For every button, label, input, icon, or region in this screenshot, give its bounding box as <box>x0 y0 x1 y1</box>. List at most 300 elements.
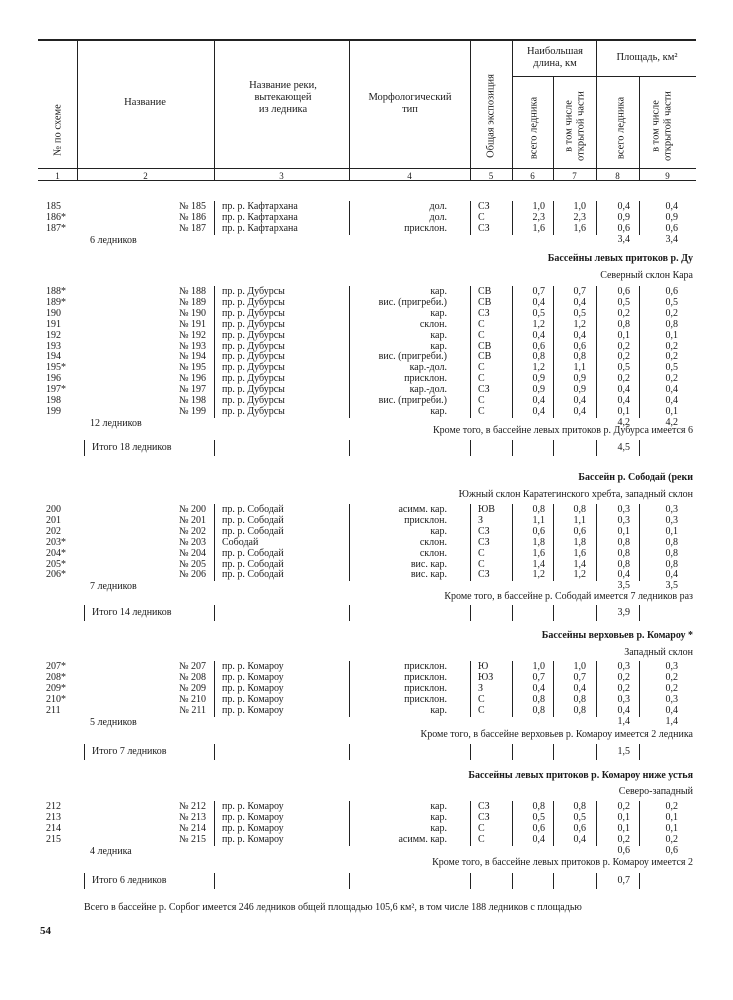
cell-col-2: № 188 <box>178 286 206 297</box>
header-divider <box>639 76 640 180</box>
cell-col-6: 0,5 <box>532 307 545 319</box>
header-morph-type: Морфологический тип <box>368 92 452 115</box>
cell-col-4: вис. (пригреби.) <box>378 351 447 363</box>
cell-col-4: кар. <box>430 704 447 716</box>
cell-col-6: 1,0 <box>532 661 545 672</box>
section-note: Кроме того, в бассейне левых притоков р. Дубурса имеется 6 <box>432 425 693 436</box>
cell-col-1: 189* <box>46 296 66 308</box>
table-row <box>0 560 733 570</box>
cell-col-4: кар.-дол. <box>409 362 447 374</box>
cell-col-9: 0,2 <box>665 682 678 694</box>
row-divider <box>639 834 640 846</box>
cell-col-7: 2,3 <box>573 211 586 223</box>
subtotal-label: 7 ледников <box>90 581 137 593</box>
cell-col-8: 0,6 <box>617 286 630 297</box>
total-row <box>0 442 733 458</box>
cell-col-3: пр. р. Комароу <box>222 811 284 823</box>
table-row <box>0 287 733 297</box>
cell-col-4: асимм. кар. <box>398 833 447 845</box>
cell-col-8: 0,2 <box>617 833 630 845</box>
table-row <box>0 331 733 341</box>
cell-col-8: 0,8 <box>617 547 630 559</box>
cell-col-6: 0,8 <box>532 504 545 515</box>
cell-col-3: Сободай <box>222 536 259 548</box>
row-divider <box>349 569 350 581</box>
cell-col-9: 0,1 <box>665 525 678 537</box>
cell-col-8: 0,8 <box>617 318 630 330</box>
cell-col-1: 207* <box>46 661 66 672</box>
cell-col-4: кар. <box>430 286 447 297</box>
cell-col-8: 0,1 <box>617 822 630 834</box>
cell-col-3: пр. р. Дубурсы <box>222 384 285 396</box>
cell-col-9: 0,4 <box>665 395 678 406</box>
cell-col-2: № 186 <box>178 211 206 223</box>
cell-col-4: вис. (пригреби.) <box>378 395 447 406</box>
row-divider <box>512 834 513 846</box>
section-title: Бассейны левых притоков р. Ду <box>547 253 693 264</box>
cell-col-8: 0,3 <box>617 693 630 705</box>
row-divider <box>596 705 597 717</box>
row-divider <box>553 705 554 717</box>
table-row <box>0 407 733 417</box>
header-river-name: Название реки, вытекающей из ледника <box>249 80 317 115</box>
cell-col-4: присклон. <box>404 693 447 705</box>
total-divider <box>214 605 215 621</box>
column-number: 6 <box>530 171 535 181</box>
cell-col-4: асимм. кар. <box>398 504 447 515</box>
cell-col-5: СВ <box>478 340 492 352</box>
cell-col-6: 0,5 <box>532 811 545 823</box>
section-title: Бассейны левых притоков р. Комароу ниже устья <box>468 770 693 781</box>
cell-col-1: 214 <box>46 822 61 834</box>
cell-col-3: пр. р. Комароу <box>222 822 284 834</box>
cell-col-3: пр. р. Комароу <box>222 693 284 705</box>
cell-col-1: 187* <box>46 222 66 234</box>
cell-col-7: 0,7 <box>573 286 586 297</box>
cell-col-7: 0,5 <box>573 307 586 319</box>
cell-col-9: 0,4 <box>665 384 678 396</box>
cell-col-8: 0,3 <box>617 514 630 526</box>
cell-col-4: кар. <box>430 307 447 319</box>
row-divider <box>512 569 513 581</box>
cell-col-3: пр. р. Дубурсы <box>222 340 285 352</box>
footer-summary: Всего в бассейне р. Сорбог имеется 246 ледников общей площадью 105,6 км², в том числе 188 ледников с площадью <box>84 902 582 913</box>
cell-col-8: 0,2 <box>617 351 630 363</box>
section-subtitle: Северный склон Кара <box>600 270 693 281</box>
cell-col-5: СЗ <box>478 525 490 537</box>
cell-col-2: № 211 <box>179 704 206 716</box>
cell-col-6: 2,3 <box>532 211 545 223</box>
cell-col-1: 193 <box>46 340 61 352</box>
cell-col-3: пр. р. Дубурсы <box>222 329 285 341</box>
total-area: 3,9 <box>617 607 630 618</box>
cell-col-1: 215 <box>46 833 61 845</box>
cell-col-7: 0,4 <box>573 405 586 417</box>
cell-col-2: № 202 <box>178 525 206 537</box>
row-divider <box>639 569 640 581</box>
cell-col-5: С <box>478 329 485 341</box>
cell-col-6: 1,8 <box>532 536 545 548</box>
row-divider <box>639 223 640 235</box>
cell-col-9: 0,6 <box>665 222 678 234</box>
cell-col-2: № 199 <box>178 405 206 417</box>
cell-col-8: 0,8 <box>617 536 630 548</box>
cell-col-7: 1,0 <box>573 201 586 212</box>
cell-col-8: 0,9 <box>617 211 630 223</box>
cell-col-9: 0,4 <box>665 201 678 212</box>
cell-col-9: 0,2 <box>665 801 678 812</box>
section-note: Кроме того, в бассейне верховьев р. Комароу имеется 2 ледника <box>420 729 693 740</box>
cell-col-3: пр. р. Сободай <box>222 547 284 559</box>
cell-col-2: № 185 <box>178 201 206 212</box>
cell-col-1: 197* <box>46 384 66 396</box>
column-number: 2 <box>143 171 148 181</box>
cell-col-9: 0,1 <box>665 329 678 341</box>
row-divider <box>470 834 471 846</box>
cell-col-8: 0,4 <box>617 384 630 396</box>
total-divider <box>553 605 554 621</box>
section-subtitle: Северо-западный <box>618 786 693 797</box>
cell-col-6: 1,6 <box>532 547 545 559</box>
cell-col-3: пр. р. Дубурсы <box>222 362 285 374</box>
subtotal-label: 6 ледников <box>90 234 137 246</box>
cell-col-9: 0,1 <box>665 822 678 834</box>
total-divider <box>349 744 350 760</box>
section-note: Кроме того, в бассейне левых притоков р. Комароу имеется 2 <box>432 857 693 868</box>
cell-col-6: 1,2 <box>532 569 545 581</box>
table-row <box>0 298 733 308</box>
cell-col-5: С <box>478 373 485 385</box>
cell-col-8: 0,1 <box>617 405 630 417</box>
cell-col-8: 0,2 <box>617 307 630 319</box>
cell-col-9: 0,8 <box>665 318 678 330</box>
cell-col-4: присклон. <box>404 661 447 672</box>
row-divider <box>349 223 350 235</box>
cell-col-3: пр. р. Кафтархана <box>222 211 298 223</box>
cell-col-5: СЗ <box>478 222 490 234</box>
cell-col-3: пр. р. Комароу <box>222 833 284 845</box>
total-divider <box>596 440 597 456</box>
section-subtitle: Западный склон <box>624 647 693 658</box>
cell-col-2: № 196 <box>178 373 206 385</box>
cell-col-2: № 198 <box>178 395 206 406</box>
cell-col-1: 190 <box>46 307 61 319</box>
cell-col-1: 200 <box>46 504 61 515</box>
cell-col-7: 0,7 <box>573 671 586 683</box>
cell-col-9: 0,4 <box>665 569 678 581</box>
cell-col-8: 0,5 <box>617 296 630 308</box>
cell-col-5: С <box>478 395 485 406</box>
total-row <box>0 746 733 762</box>
total-row <box>0 607 733 623</box>
total-area: 0,7 <box>617 875 630 886</box>
cell-col-9: 0,2 <box>665 833 678 845</box>
cell-col-9: 0,2 <box>665 340 678 352</box>
cell-col-7: 1,8 <box>573 536 586 548</box>
cell-col-8: 0,3 <box>617 661 630 672</box>
cell-col-5: С <box>478 547 485 559</box>
page-number: 54 <box>40 925 51 937</box>
subtotal-label: 4 ледника <box>90 845 132 857</box>
cell-col-3: пр. р. Дубурсы <box>222 318 285 330</box>
cell-col-2: № 213 <box>178 811 206 823</box>
table-row <box>0 202 733 212</box>
total-label: Итого 7 ледников <box>92 746 167 757</box>
cell-col-5: СЗ <box>478 201 490 212</box>
cell-col-6: 0,9 <box>532 373 545 385</box>
column-number: 3 <box>279 171 284 181</box>
row-divider <box>639 406 640 418</box>
cell-col-3: пр. р. Дубурсы <box>222 395 285 406</box>
row-divider <box>214 223 215 235</box>
cell-col-1: 196 <box>46 373 61 385</box>
total-row <box>0 875 733 891</box>
header-area: Площадь, км² <box>616 52 678 63</box>
cell-col-8: 0,1 <box>617 525 630 537</box>
cell-col-5: СВ <box>478 351 492 363</box>
cell-col-5: С <box>478 211 485 223</box>
header-bottom-rule <box>38 168 696 169</box>
total-divider <box>84 744 85 760</box>
cell-col-6: 0,7 <box>532 671 545 683</box>
header-divider <box>553 76 554 180</box>
subtotal-area-open: 3,5 <box>665 580 678 592</box>
cell-col-7: 0,4 <box>573 296 586 308</box>
cell-col-6: 0,4 <box>532 296 545 308</box>
cell-col-2: № 204 <box>178 547 206 559</box>
header-divider <box>512 40 513 180</box>
cell-col-9: 0,9 <box>665 211 678 223</box>
row-divider <box>470 223 471 235</box>
row-divider <box>349 834 350 846</box>
cell-col-7: 0,4 <box>573 682 586 694</box>
cell-col-7: 1,6 <box>573 547 586 559</box>
cell-col-5: С <box>478 558 485 570</box>
cell-col-9: 0,3 <box>665 514 678 526</box>
cell-col-8: 0,2 <box>617 801 630 812</box>
column-number: 4 <box>407 171 412 181</box>
table-row <box>0 396 733 406</box>
cell-col-1: 186* <box>46 211 66 223</box>
cell-col-7: 1,6 <box>573 222 586 234</box>
row-divider <box>214 705 215 717</box>
cell-col-3: пр. р. Комароу <box>222 704 284 716</box>
cell-col-1: 211 <box>46 704 61 716</box>
table-row <box>0 824 733 834</box>
cell-col-4: присклон. <box>404 373 447 385</box>
row-divider <box>596 834 597 846</box>
table-row <box>0 570 733 580</box>
cell-col-1: 194 <box>46 351 61 363</box>
cell-col-4: вис. кар. <box>410 558 447 570</box>
subtotal-area-total: 3,5 <box>617 580 630 592</box>
cell-col-3: пр. р. Комароу <box>222 682 284 694</box>
cell-col-1: 204* <box>46 547 66 559</box>
cell-col-8: 0,4 <box>617 201 630 212</box>
cell-col-1: 208* <box>46 671 66 683</box>
cell-col-5: С <box>478 405 485 417</box>
header-scheme-number: № по схеме <box>52 104 64 156</box>
cell-col-9: 0,4 <box>665 704 678 716</box>
cell-col-8: 0,6 <box>617 222 630 234</box>
header-area-open-line2: открытой части <box>662 91 674 161</box>
cell-col-1: 195* <box>46 362 66 374</box>
section-title: Бассейн р. Сободай (реки <box>578 472 693 483</box>
cell-col-6: 0,6 <box>532 340 545 352</box>
cell-col-4: склон. <box>419 318 447 330</box>
table-row <box>0 662 733 672</box>
cell-col-4: кар.-дол. <box>409 384 447 396</box>
cell-col-7: 0,5 <box>573 811 586 823</box>
row-divider <box>553 834 554 846</box>
table-row <box>0 374 733 384</box>
table-top-rule <box>38 39 696 41</box>
cell-col-1: 210* <box>46 693 66 705</box>
header-length-open-line2: открытой части <box>575 91 587 161</box>
cell-col-1: 185 <box>46 201 61 212</box>
table-row <box>0 673 733 683</box>
row-divider <box>349 705 350 717</box>
header-divider <box>349 40 350 180</box>
total-label: Итого 14 ледников <box>92 607 172 618</box>
subtotal-area-total: 3,4 <box>617 233 630 245</box>
row-divider <box>470 569 471 581</box>
cell-col-2: № 195 <box>178 362 206 374</box>
cell-col-8: 0,2 <box>617 340 630 352</box>
cell-col-4: склон. <box>419 536 447 548</box>
total-area: 4,5 <box>617 442 630 453</box>
row-divider <box>512 223 513 235</box>
cell-col-7: 0,9 <box>573 373 586 385</box>
table-row <box>0 352 733 362</box>
row-divider <box>512 406 513 418</box>
cell-col-6: 1,1 <box>532 514 545 526</box>
cell-col-5: СЗ <box>478 536 490 548</box>
cell-col-1: 191 <box>46 318 61 330</box>
cell-col-6: 1,0 <box>532 201 545 212</box>
table-row <box>0 538 733 548</box>
cell-col-1: 201 <box>46 514 61 526</box>
cell-col-2: № 189 <box>178 296 206 308</box>
cell-col-1: 209* <box>46 682 66 694</box>
cell-col-6: 0,8 <box>532 351 545 363</box>
row-divider <box>349 406 350 418</box>
section-title: Бассейны верховьев р. Комароу * <box>541 630 693 641</box>
total-divider <box>512 744 513 760</box>
cell-col-6: 1,4 <box>532 558 545 570</box>
cell-col-3: пр. р. Дубурсы <box>222 351 285 363</box>
cell-col-5: С <box>478 822 485 834</box>
cell-col-9: 0,6 <box>665 286 678 297</box>
cell-col-5: СЗ <box>478 384 490 396</box>
cell-col-8: 0,2 <box>617 373 630 385</box>
table-row <box>0 385 733 395</box>
cell-col-2: № 201 <box>178 514 206 526</box>
cell-col-3: пр. р. Сободай <box>222 525 284 537</box>
table-row <box>0 549 733 559</box>
table-row <box>0 342 733 352</box>
cell-col-2: № 212 <box>178 801 206 812</box>
cell-col-5: З <box>478 514 484 526</box>
row-divider <box>553 223 554 235</box>
cell-col-5: ЮЗ <box>478 671 494 683</box>
cell-col-4: склон. <box>419 547 447 559</box>
cell-col-5: СЗ <box>478 801 490 812</box>
subtotal-area-total: 0,6 <box>617 844 630 856</box>
cell-col-5: З <box>478 682 484 694</box>
header-exposure: Общая экспозиция <box>485 74 497 158</box>
subtotal-area-open: 0,6 <box>665 844 678 856</box>
cell-col-4: присклон. <box>404 222 447 234</box>
row-divider <box>553 569 554 581</box>
total-label: Итого 6 ледников <box>92 875 167 886</box>
cell-col-3: пр. р. Комароу <box>222 671 284 683</box>
cell-col-3: пр. р. Дубурсы <box>222 286 285 297</box>
cell-col-9: 0,3 <box>665 661 678 672</box>
cell-col-7: 0,6 <box>573 822 586 834</box>
cell-col-9: 0,8 <box>665 547 678 559</box>
total-divider <box>553 873 554 889</box>
cell-col-8: 0,4 <box>617 569 630 581</box>
cell-col-4: кар. <box>430 801 447 812</box>
table-row <box>0 706 733 716</box>
header-max-length: Наибольшая длина, км <box>527 46 583 69</box>
row-divider <box>214 569 215 581</box>
cell-col-7: 0,4 <box>573 329 586 341</box>
column-number: 7 <box>572 171 577 181</box>
cell-col-9: 0,2 <box>665 671 678 683</box>
row-divider <box>512 705 513 717</box>
cell-col-5: С <box>478 693 485 705</box>
cell-col-8: 0,8 <box>617 558 630 570</box>
total-divider <box>349 440 350 456</box>
total-divider <box>596 605 597 621</box>
header-divider <box>470 40 471 180</box>
total-divider <box>349 873 350 889</box>
cell-col-2: № 193 <box>178 340 206 352</box>
cell-col-7: 1,2 <box>573 318 586 330</box>
cell-col-3: пр. р. Сободай <box>222 504 284 515</box>
cell-col-5: СВ <box>478 296 492 308</box>
cell-col-8: 0,3 <box>617 504 630 515</box>
cell-col-5: Ю <box>478 661 489 672</box>
cell-col-7: 0,6 <box>573 525 586 537</box>
table-row <box>0 527 733 537</box>
cell-col-6: 0,8 <box>532 801 545 812</box>
cell-col-7: 0,8 <box>573 704 586 716</box>
subtotal-label: 5 ледников <box>90 716 137 728</box>
cell-col-3: пр. р. Сободай <box>222 569 284 581</box>
row-divider <box>596 406 597 418</box>
header-area-total: всего ледника <box>615 96 627 160</box>
total-divider <box>553 440 554 456</box>
table-row <box>0 224 733 234</box>
cell-col-2: № 209 <box>178 682 206 694</box>
cell-col-2: № 194 <box>178 351 206 363</box>
table-row <box>0 363 733 373</box>
cell-col-2: № 187 <box>178 222 206 234</box>
total-divider <box>349 605 350 621</box>
total-divider <box>512 440 513 456</box>
cell-col-5: СЗ <box>478 569 490 581</box>
cell-col-2: № 191 <box>178 318 206 330</box>
cell-col-5: С <box>478 833 485 845</box>
cell-col-8: 0,1 <box>617 329 630 341</box>
column-number: 5 <box>488 171 494 181</box>
cell-col-9: 0,3 <box>665 504 678 515</box>
cell-col-7: 0,8 <box>573 504 586 515</box>
cell-col-7: 1,2 <box>573 569 586 581</box>
